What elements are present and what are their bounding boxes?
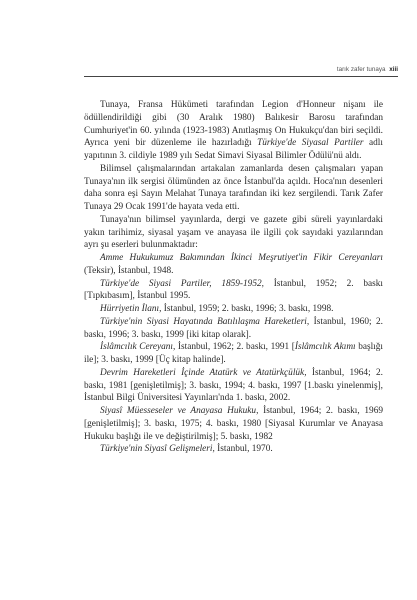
award-paragraph: Tunaya, Fransa Hükümeti tarafından Legion d'Honneur nişanı ile ödüllendirildiği gibi (30 Aralık 1980) Balıkesir Barosu tarafından Cumhuriyet'in 60. yılında (1923-1983) Anıtlaşmış On Hukukçu'dan biri seçildi. Ayrıca yeni bir düzenleme ile hazırladığı Türkiye'de Siyasal Partiler adlı yapıtının 3. cildiyle 1989 yılı Sedat Simavi Siyasal Bilimler Ödülü'nü aldı. bbox=[84, 100, 383, 161]
bibliography-entry: Siyasî Müesseseler ve Anayasa Hukuku, İstanbul, 1964; 2. baskı, 1969 [genişletilmiş]; 3. baskı, 1975; 4. baskı, 1980 [Siyasal Kurumlar ve Anayasa Hukuku başlığı ile ve değiştirilmiş]; 5. baskı, 1982 bbox=[84, 406, 383, 442]
bibliography-entry: Türkiye'nin Siyasî Gelişmeleri, İstanbul, 1970. bbox=[100, 444, 273, 455]
running-title: tarık zafer tunaya bbox=[336, 66, 386, 73]
bibliography-entry: Türkiye'nin Siyasi Hayatında Batılılaşma Hareketleri, İstanbul, 1960; 2. baskı, 1996; 3. baskı, 1999 [iki kitap olarak]. bbox=[84, 316, 383, 340]
page-body bbox=[84, 99, 383, 456]
bibliography-entry: Devrim Hareketleri İçinde Atatürk ve Atatürkçülük, İstanbul, 1964; 2. baskı, 1981 [genişletilmiş]; 3. baskı, 1994; 4. baskı, 1997 [1.baskı yinelenmiş], İstanbul Bilgi Üniversitesi Yayınları'nda 1. baskı, 2002. bbox=[84, 367, 383, 404]
bibliography-entry: İslâmcılık Cereyanı, İstanbul, 1962; 2. baskı, 1991 [İslâmcılık Akımı başlığı ile]; 3. baskı, 1999 [Üç kitap halinde]. bbox=[84, 342, 383, 365]
drawings-paragraph: Bilimsel çalışmalarından artakalan zamanlarda desen çalışmaları yapan Tunaya'nın ilk sergisi ölümünden az önce İstanbul'da açıldı. Hoca'nın desenleri daha sonra eşi Sayın Melahat Tunaya tarafından iki kez sergilendi. Tarık Zafer Tunaya 29 Ocak 1991'de hayata veda etti. bbox=[84, 163, 383, 212]
book-title: Türkiye'de Siyasal Partiler bbox=[257, 138, 364, 149]
page-number: xiii bbox=[389, 66, 398, 73]
bibliography-entry: Türkiye'de Siyasi Partiler, 1859-1952, İstanbul, 1952; 2. baskı [Tıpkıbasım], İstanbul 1995. bbox=[84, 278, 383, 302]
bibliography-entry: Amme Hukukumuz Bakımından İkinci Meşrutiyet'in Fikir Cereyanları (Teksir), İstanbul, 1948. bbox=[84, 253, 383, 276]
bibliography-entry: Hürriyetin İlanı, İstanbul, 1959; 2. baskı, 1996; 3. baskı, 1998. bbox=[100, 304, 334, 314]
works-intro-paragraph: Tunaya'nın bilimsel yayınlarda, dergi ve gazete gibi süreli yayınlardaki yakın tarihimiz, siyasal yaşam ve anayasa ile ilgili çok sayıdaki yazılarından ayrı şu eserleri bulunmaktadır: bbox=[84, 214, 383, 251]
running-header bbox=[84, 66, 398, 77]
